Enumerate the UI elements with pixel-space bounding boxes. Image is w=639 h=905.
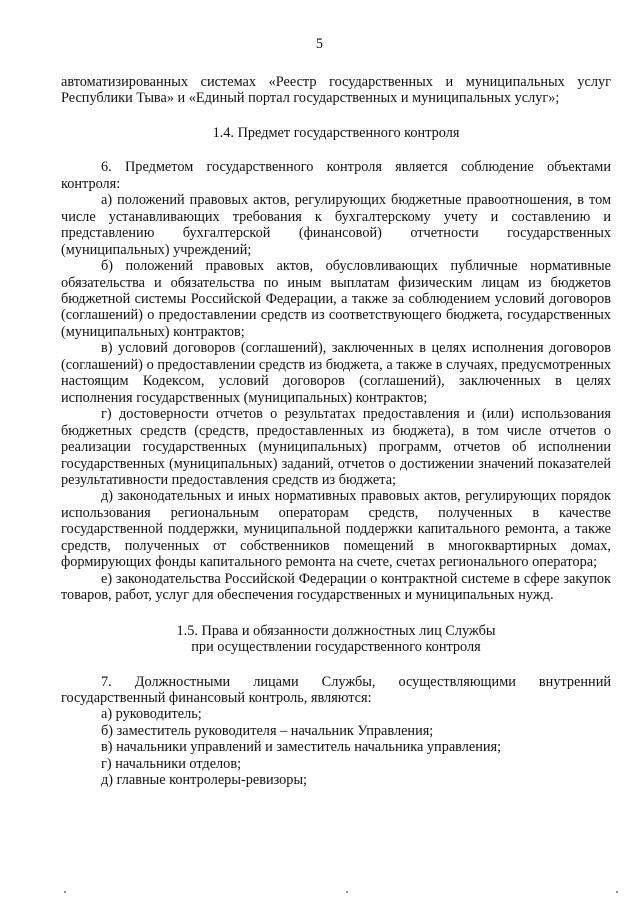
section-heading-1-4: 1.4. Предмет государственного контроля	[212, 124, 460, 141]
list-item: в) начальники управлений и заместитель начальника управления;	[101, 739, 502, 756]
item-g: г) достоверности отчетов о результатах предоставления и (или) использования бюджетных средств (средств, предоставленных из бюджета), в том числе отчетов о реализации государственных (муниципальных) программ, отчетов об исполнении государственных (муниципальных) заданий, отчетов о достижении значений показателей результативности предоставления средств из бюджета;	[61, 406, 611, 488]
scan-speck	[64, 891, 66, 893]
paragraph-6: 6. Предметом государственного контроля является соблюдение объектами контроля:	[61, 159, 611, 192]
list-item: б) заместитель руководителя – начальник Управления;	[101, 722, 434, 739]
list-item: г) начальники отделов;	[101, 755, 242, 772]
intro-continuation: автоматизированных системах «Реестр государственных и муниципальных услуг Республики Тыва» и «Единый портал государственных и муниципальных услуг»;	[61, 74, 611, 107]
item-b: б) положений правовых актов, обусловливающих публичные нормативные обязательства и обязательства по иным выплатам физическим лицам из бюджетов бюджетной системы Российской Федерации, а также за соблюдением условий договоров (соглашений) о предоставлении средств из соответствующего бюджета, государственных (муниципальных) контрактов;	[61, 258, 611, 340]
scan-speck	[616, 891, 618, 893]
item-a: а) положений правовых актов, регулирующих бюджетные правоотношения, в том числе устанавливающих требования к бухгалтерскому учету и составлению и представлению бухгалтерской (финансовой) отчетности государственных (муниципальных) учреждений;	[61, 192, 611, 258]
item-d: д) законодательных и иных нормативных правовых актов, регулирующих порядок использования региональным операторам средств, полученных в качестве государственной поддержки, муниципальной поддержки капитального ремонта, а также средств, полученных от собственников помещений в многоквартирных домах, формирующих фонды капитального ремонта на счете, счетах регионального оператора;	[61, 488, 611, 571]
section-heading-1-5-line1: 1.5. Права и обязанности должностных лиц Службы	[176, 622, 496, 639]
scan-speck	[346, 891, 348, 893]
section-heading-1-5-line2: при осуществлении государственного контроля	[191, 639, 481, 656]
list-item: д) главные контролеры-ревизоры;	[101, 772, 308, 789]
item-e: е) законодательства Российской Федерации о контрактной системе в сфере закупок товаров, работ, услуг для обеспечения государственных и муниципальных нужд.	[61, 570, 611, 604]
paragraph-7: 7. Должностными лицами Службы, осуществляющими внутренний государственный финансовый контроль, являются:	[61, 673, 611, 706]
list-item: а) руководитель;	[101, 706, 202, 723]
item-v: в) условий договоров (соглашений), заключенных в целях исполнения договоров (соглашений) о предоставлении средств из бюджета, а также в случаях, предусмотренных настоящим Кодексом, условий договоров (соглашений), заключенных в целях исполнения государственных (муниципальных) контрактов;	[61, 340, 611, 406]
document-body	[61, 74, 611, 789]
page-number: 5	[315, 36, 324, 52]
